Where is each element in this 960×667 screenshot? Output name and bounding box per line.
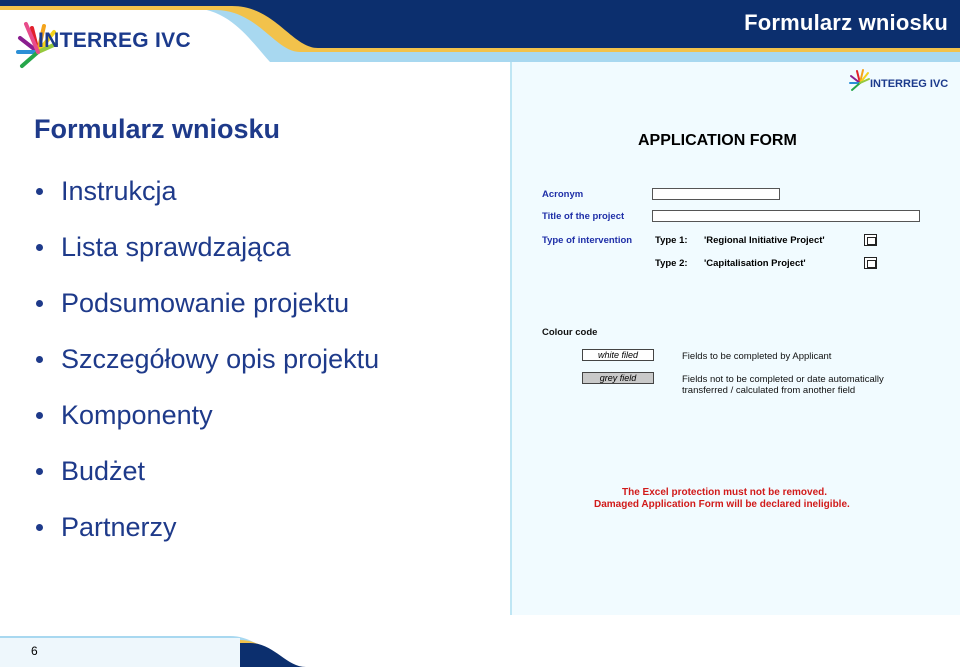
list-item: Partnerzy <box>34 504 379 560</box>
list-item: Szczegółowy opis projektu <box>34 336 379 392</box>
form-logo-text: INTERREG IVC <box>870 78 949 90</box>
application-form-preview <box>510 62 960 615</box>
grey-field-sample: grey field <box>582 372 654 384</box>
type2-checkbox[interactable] <box>864 257 877 269</box>
type1-value: 'Regional Initiative Project' <box>704 235 825 246</box>
intervention-label: Type of intervention <box>542 235 633 246</box>
content-heading: Formularz wniosku <box>34 114 281 144</box>
bullet-icon <box>36 412 43 419</box>
project-title-label: Title of the project <box>542 211 625 222</box>
type2-label: Type 2: <box>655 258 688 269</box>
grey-field-desc-line1: Fields not to be completed or date automatically <box>682 374 884 385</box>
footer-band-shape <box>0 628 960 667</box>
type2-value: 'Capitalisation Project' <box>704 258 806 269</box>
bullet-list <box>34 168 379 560</box>
warning-line-2: Damaged Application Form will be declared ineligible. <box>594 499 850 510</box>
type1-label: Type 1: <box>655 235 688 246</box>
form-title: APPLICATION FORM <box>638 132 797 149</box>
bullet-icon <box>36 300 43 307</box>
logo-text: INTERREG IVC <box>38 29 191 52</box>
slide-title: Formularz wniosku <box>744 10 948 35</box>
white-field-desc: Fields to be completed by Applicant <box>682 351 832 362</box>
warning-line-1: The Excel protection must not be removed. <box>622 487 828 498</box>
list-item: Instrukcja <box>34 168 379 224</box>
bullet-icon <box>36 244 43 251</box>
list-item: Budżet <box>34 448 379 504</box>
white-field-sample: white filed <box>582 349 654 361</box>
page-number: 6 <box>31 644 38 658</box>
acronym-label: Acronym <box>542 189 584 200</box>
acronym-field[interactable] <box>652 188 780 200</box>
bullet-icon <box>36 468 43 475</box>
bullet-icon <box>36 524 43 531</box>
grey-field-desc-line2: transferred / calculated from another field <box>682 385 856 396</box>
list-item: Lista sprawdzająca <box>34 224 379 280</box>
type1-checkbox[interactable] <box>864 234 877 246</box>
colour-code-label: Colour code <box>542 327 598 338</box>
project-title-field[interactable] <box>652 210 920 222</box>
footer-band <box>0 628 960 667</box>
list-item: Podsumowanie projektu <box>34 280 379 336</box>
list-item: Komponenty <box>34 392 379 448</box>
interreg-star-logo-icon <box>848 66 872 98</box>
bullet-icon <box>36 356 43 363</box>
bullet-icon <box>36 188 43 195</box>
